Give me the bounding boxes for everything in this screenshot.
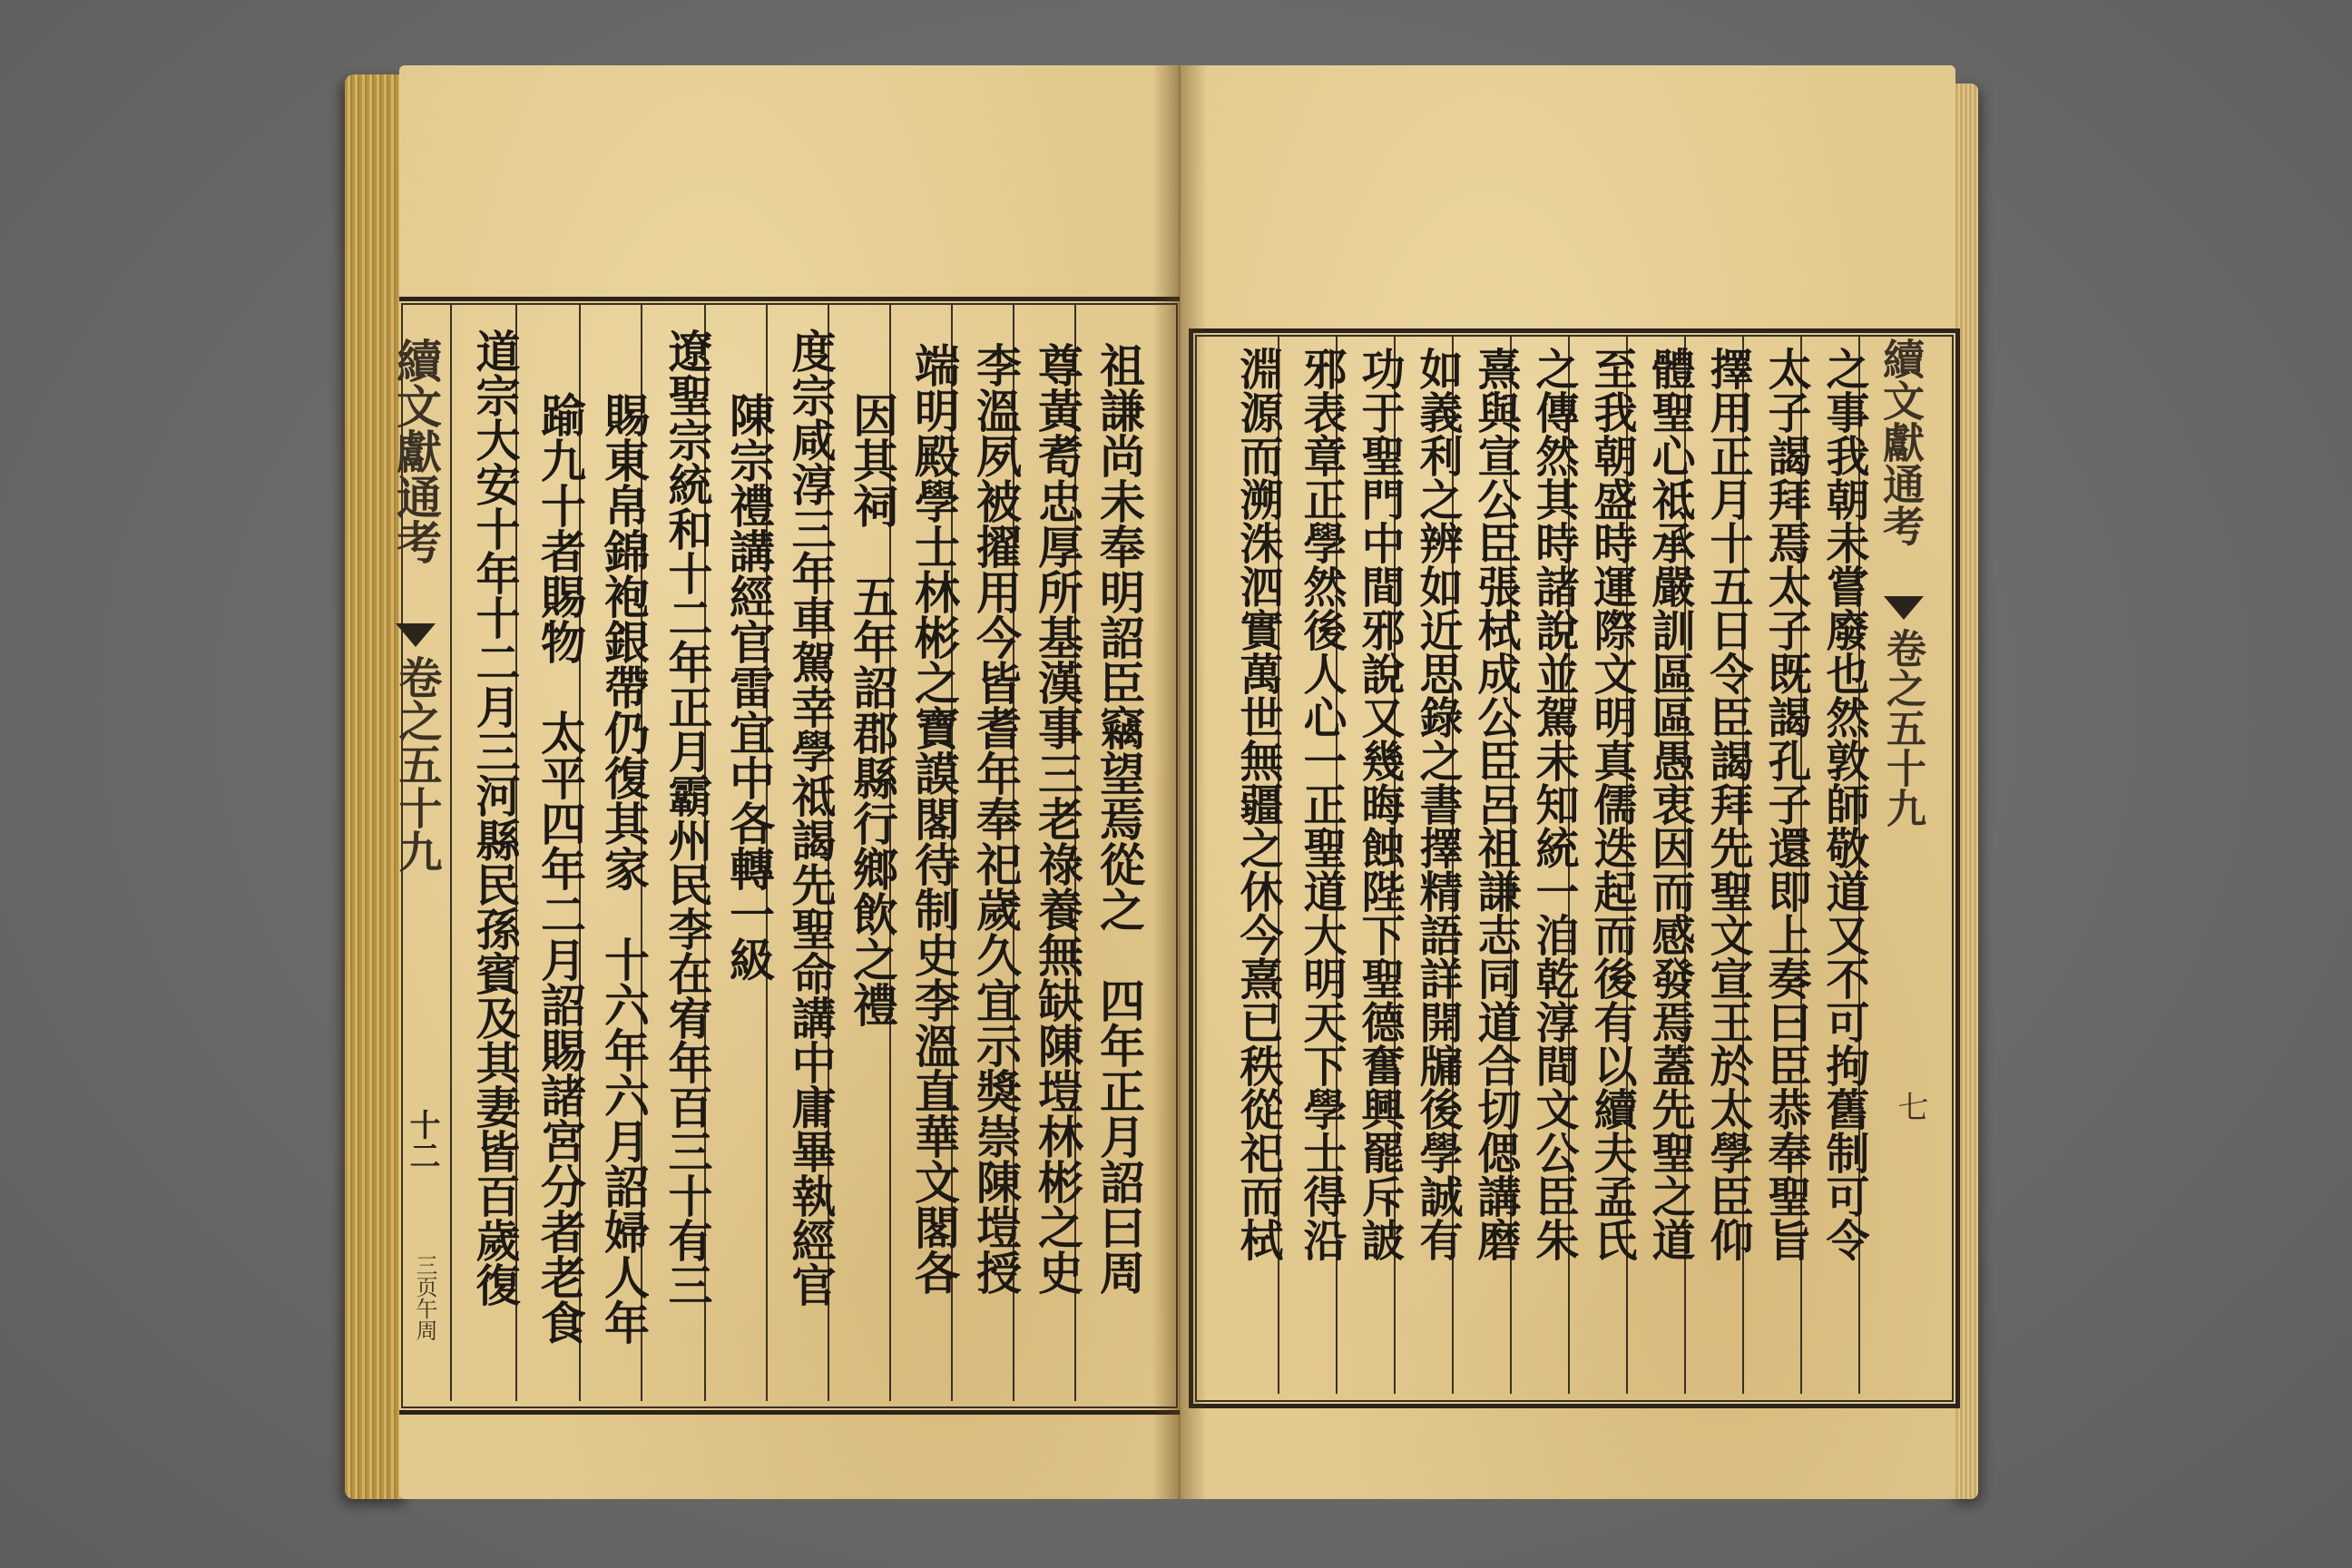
text-column: 如義利之辨如近思錄之書擇精語詳開牖後學誠有 (1412, 347, 1463, 1261)
text-column: 熹與宣公臣張栻成公臣呂祖謙志同道合切偲講磨 (1470, 347, 1521, 1261)
text-column: 太子謁拜焉太子既謁孔子還即上奏曰臣恭奉聖旨 (1760, 347, 1811, 1261)
text-column: 之事我朝未嘗廢也然敦師敬道又不可拘舊制可令 (1818, 347, 1869, 1261)
left-folio-number: 十二 (404, 1109, 440, 1171)
text-column: 尊黃耉忠厚所基漢事三老祿養無缺陳塏林彬之史 (1031, 342, 1084, 1295)
text-column: 擇用正月十五日令臣謁拜先聖文宣王於太學臣仰 (1702, 347, 1753, 1261)
text-column: 體聖心祗承嚴訓區區愚衷因而感發焉蓋先聖之道 (1644, 347, 1695, 1261)
left-fish-tail (396, 623, 436, 647)
text-column: 之傳然其時諸說並駕未知統一洎乾淳間文公臣朱 (1528, 347, 1579, 1261)
text-column: 至我朝盛時運際文明真儒迭起而後有以續夫孟氏 (1586, 347, 1637, 1261)
text-column: 李溫夙被擢用今皆耆年奉祀歲久宜示獎崇陳塏授 (969, 342, 1023, 1295)
text-column: 遼聖宗統和十二年正月霸州民李在宥年百三十有三 (662, 328, 714, 1307)
right-page (1180, 65, 1955, 1499)
text-column: 陳宗禮講經官雷宜中各轉一級 (722, 392, 776, 982)
text-column: 功于聖門中間邪說又幾晦蝕陛下聖德奮興罷斥詖 (1354, 347, 1405, 1261)
text-column: 祖謙尚未奉明詔臣竊望焉從之 四年正月詔曰周 (1093, 342, 1146, 1295)
right-margin-volume: 卷之五十九 (1879, 628, 1926, 828)
left-collector-mark: 三页午周 (412, 1254, 437, 1341)
left-margin-volume: 卷之五十九 (391, 655, 442, 873)
open-book (345, 56, 1978, 1508)
text-column: 踰九十者賜物 太平四年二月詔賜諸宮分者老食 (534, 392, 587, 1345)
column-rule (450, 303, 452, 1401)
text-column: 邪表章正學然後人心一正聖道大明天下學士得沿 (1296, 347, 1347, 1261)
right-margin-title: 續文獻通考 (1877, 338, 1926, 546)
left-margin-title: 續文獻通考 (389, 338, 443, 564)
text-column: 道宗大安十年十二月三河縣民孫賓及其妻皆百歲復 (469, 328, 522, 1307)
text-column: 淵源而溯洙泗實萬世無疆之休今熹已秩從祀而栻 (1232, 347, 1283, 1261)
right-page-mark: 七 (1892, 1091, 1928, 1122)
text-column: 端明殿學士林彬之寶謨閣待制史李溫直華文閣各 (907, 342, 961, 1295)
text-column: 度宗咸淳三年車駕幸學祗謁先聖命講中庸畢執經官 (785, 328, 838, 1307)
book-gutter (1152, 65, 1207, 1499)
left-page (389, 65, 1180, 1499)
text-column: 因其祠 五年詔郡縣行鄉飲之禮 (846, 392, 899, 1027)
text-column: 賜東帛錦袍銀帶仍復其家 十六年六月詔婦人年 (597, 392, 651, 1345)
right-fish-tail (1884, 596, 1924, 620)
